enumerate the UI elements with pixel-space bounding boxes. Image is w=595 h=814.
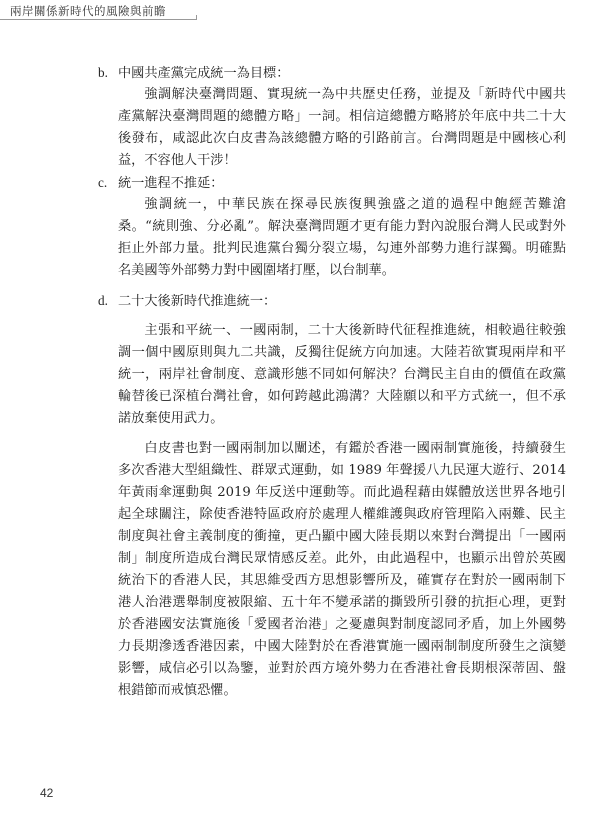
paragraph: 強調解決臺灣問題、實現統一為中共歷史任務，並提及「新時代中國共產黨解決臺灣問題的總體方略」一詞。相信這總體方略將於年底中共二十大後發布，咸認此次白皮書為該總體方略的引路前言。台灣問題是中國核心利益，不容他人干涉！: [118, 87, 566, 168]
section-letter: d.: [98, 293, 108, 308]
paragraph: 白皮書也對一國兩制加以闡述，有鑑於香港一國兩制實施後，持續發生多次香港大型組織性、群眾式運動，如 1989 年聲援八九民運大遊行、2014 年黃雨傘運動與 2019 年反送中運動等。而此過程藉由媒體放送世界各地引起全球關注，除使香港特區政府於處理人權維護與政府管理陷入兩難、民主制度與社會主義制度的衝撞，更凸顯中國大陸長期以來對台灣提出「一國兩制」制度所造成台灣民眾情感反差。此外，由此過程中，也顯示出曾於英國統治下的香港人民，其思維受西方思想影響所及，確實存在對於一國兩制下港人治港選舉制度被限縮、五十年不變承諾的撕毀所引發的抗拒心理，更對於香港國安法實施後「愛國者治港」之憂慮與對制度認同矛盾，加上外國勢力長期滲透香港因素，中國大陸對於在香港實施一國兩制制度所發生之演變影響，咸信必引以為鑒，並對於西方境外勢力在香港社會長期根深蒂固、盤根錯節而戒慎恐懼。: [118, 441, 566, 698]
section-c: [98, 172, 568, 282]
section-b: [98, 62, 568, 172]
spacer: [98, 430, 568, 438]
section-heading-text: 中國共產黨完成統一為目標：: [118, 66, 290, 81]
section-letter: b.: [98, 65, 108, 80]
header-rule-tick: [196, 15, 197, 20]
section-heading: [98, 290, 568, 312]
section-heading-text: 二十大後新時代推進統一：: [118, 294, 277, 309]
paragraph: 主張和平統一、一國兩制，二十大後新時代征程推進統，相較過往較強調一個中國原則與九二共識，反獨往促統方向加速。大陸若欲實現兩岸和平統一，兩岸社會制度、意識形態不同如何解決？台灣民主自由的價值在政黨輪替後已深植台灣社會，如何跨越此鴻溝？大陸願以和平方式統一，但不承諾放棄使用武力。: [118, 323, 566, 426]
running-header: [0, 0, 595, 18]
page-body: [98, 62, 568, 702]
spacer: [98, 282, 568, 290]
section-letter: c.: [98, 175, 108, 190]
section-heading: [98, 172, 568, 194]
section-heading-text: 統一進程不推延：: [118, 176, 224, 191]
header-rule: [0, 19, 196, 20]
paragraph: 強調統一，中華民族在探尋民族復興強盛之道的過程中飽經苦難滄桑。“統則強、分必亂”。解決臺灣問題才更有能力對內說服台灣人民或對外拒止外部力量。批判民進黨台獨分裂立場，勾連外部勢力進行謀獨。明確點名美國等外部勢力對中國圍堵打壓，以台制華。: [118, 197, 566, 278]
spacer: [98, 312, 568, 320]
page-number: 42: [40, 786, 54, 800]
section-d: [98, 290, 568, 702]
running-header-title: 兩岸關係新時代的風險與前瞻: [10, 4, 166, 18]
section-heading: [98, 62, 568, 84]
